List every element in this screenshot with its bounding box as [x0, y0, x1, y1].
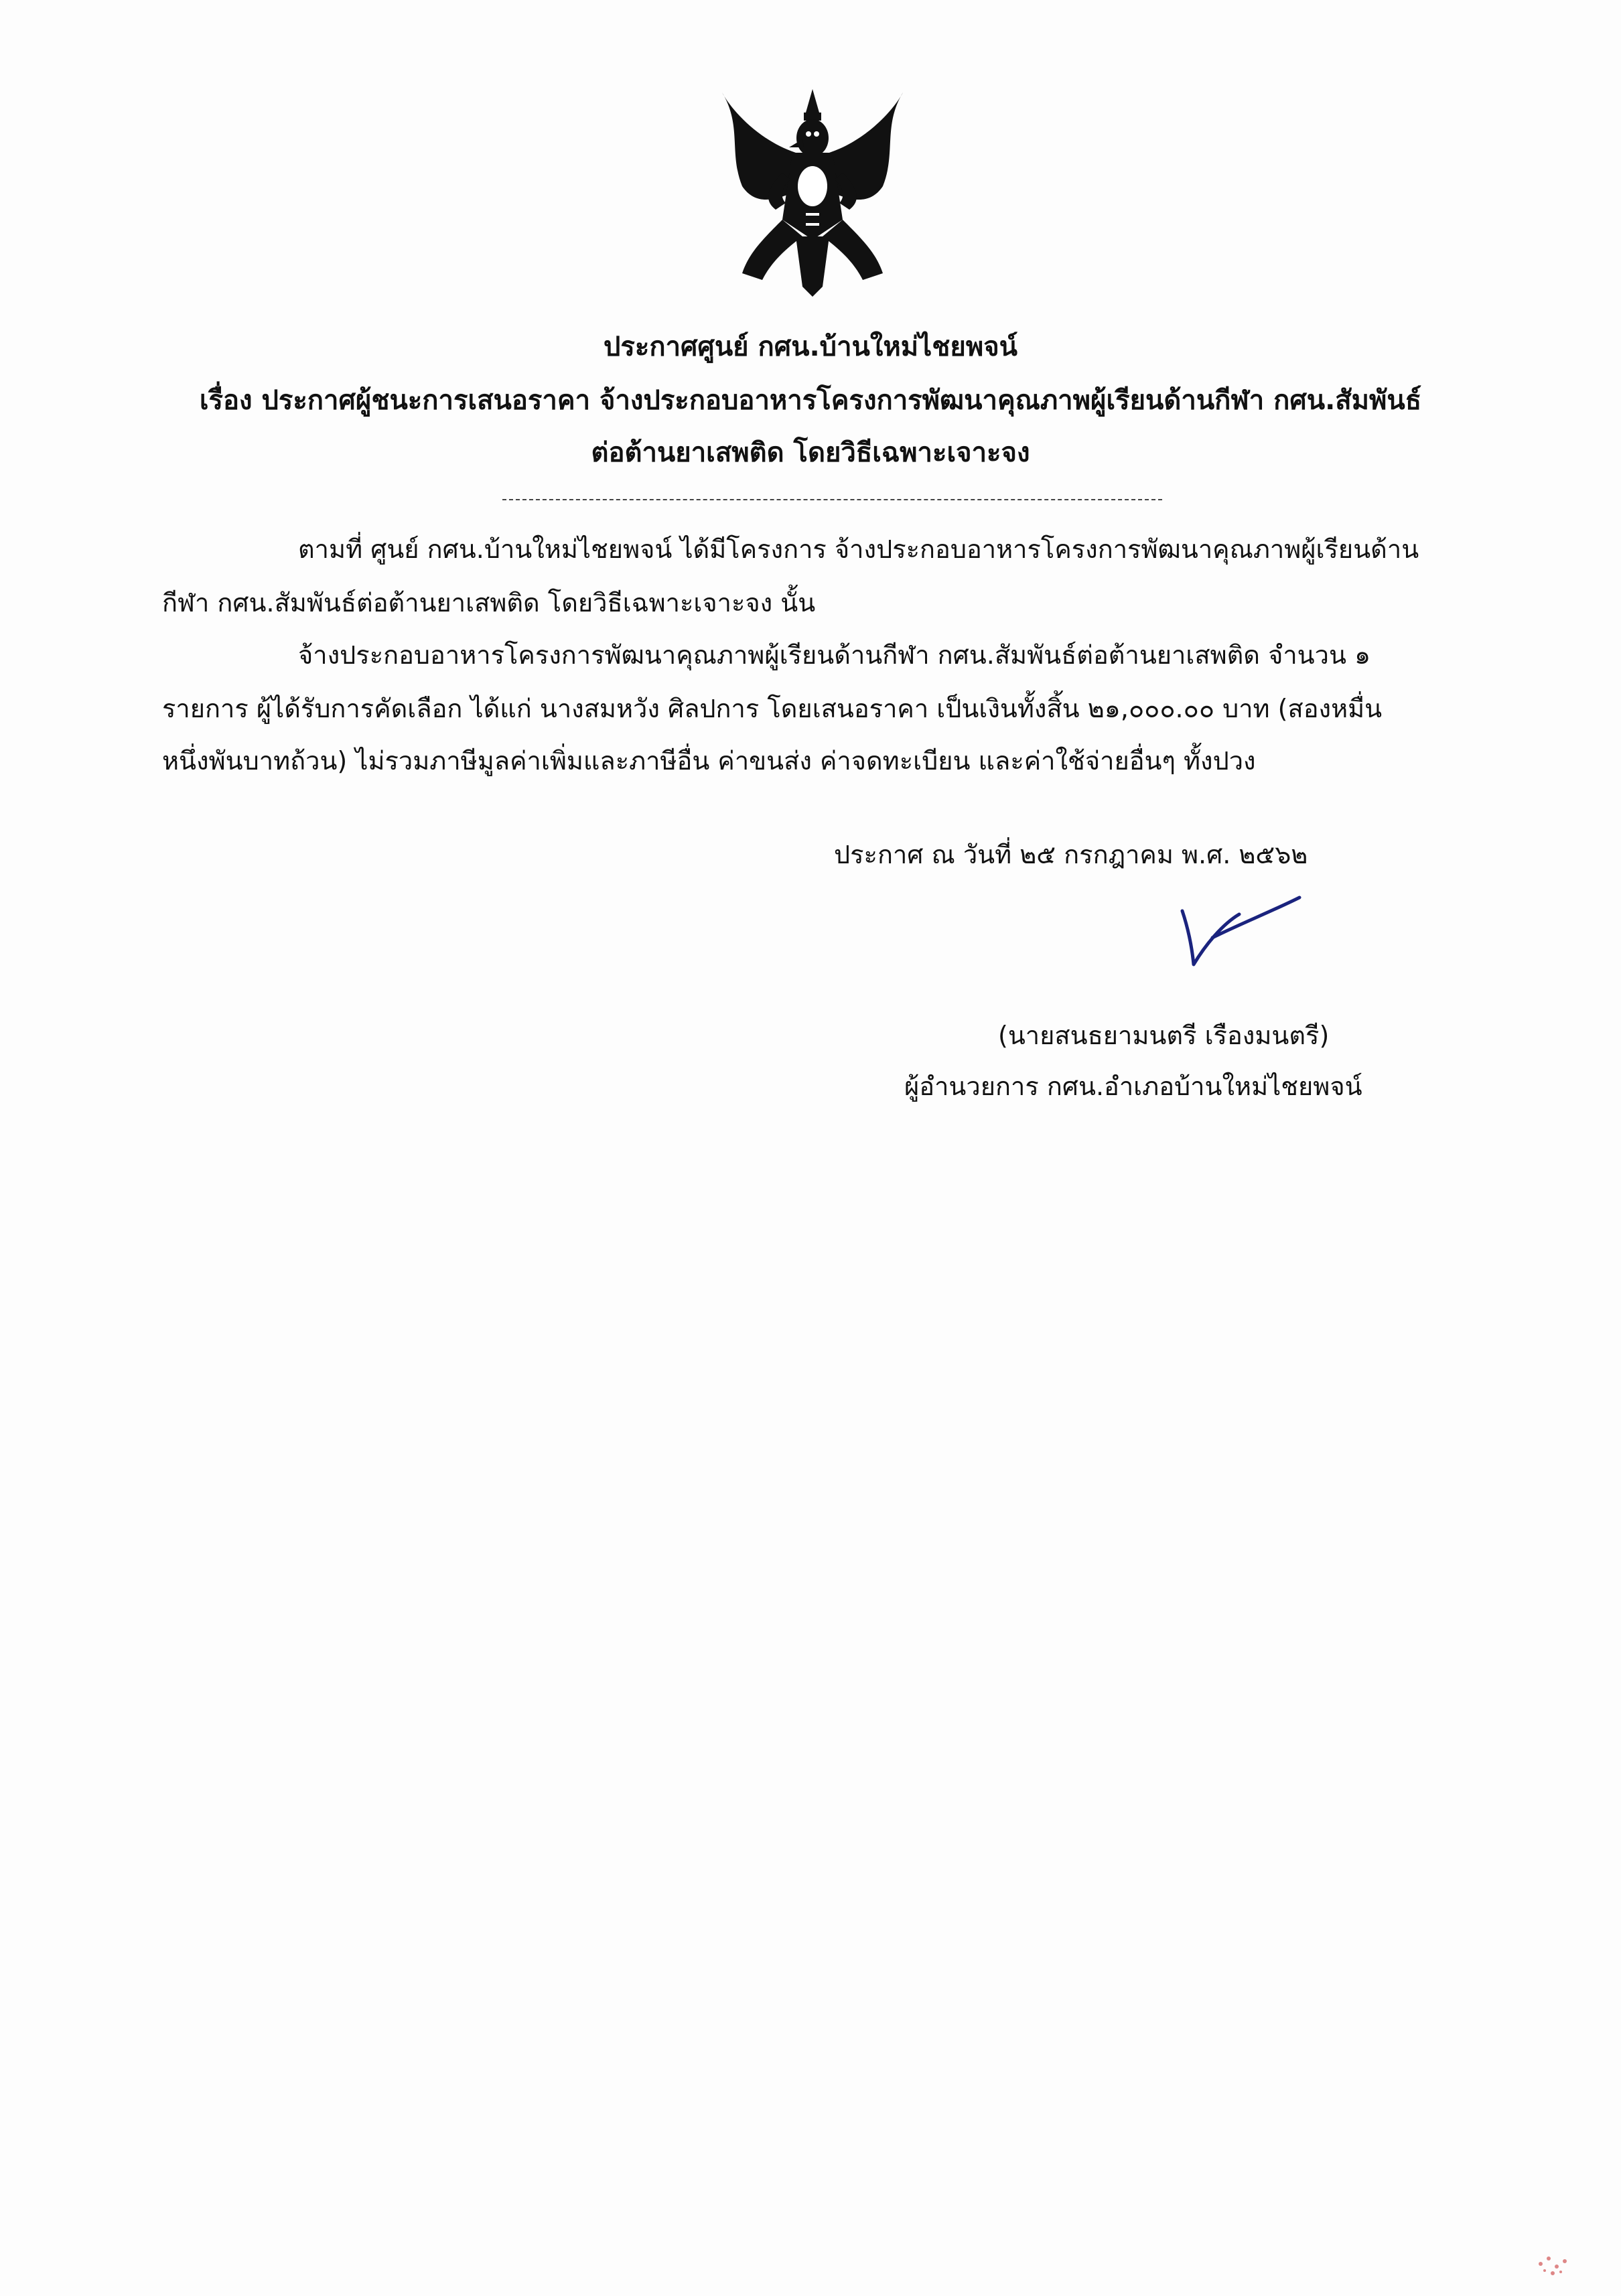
announcement-subject-cont: ต่อต้านยาเสพติด โดยวิธีเฉพาะเจาะจง [591, 437, 1030, 468]
announcement-title: ประกาศศูนย์ กศน.บ้านใหม่ไชยพจน์ [604, 332, 1017, 362]
garuda-emblem-icon [715, 86, 910, 300]
paragraph-1-line-1: ตามที่ ศูนย์ กศน.บ้านใหม่ไชยพจน์ ได้มีโครงการ จ้างประกอบอาหารโครงการพัฒนาคุณภาพผู้เรียนด้าน [298, 534, 1419, 564]
signer-name: (นายสนธยามนตรี เรืองมนตรี) [998, 1021, 1330, 1050]
paragraph-1-line-2: กีฬา กศน.สัมพันธ์ต่อต้านยาเสพติด โดยวิธีเฉพาะเจาะจง นั้น [162, 588, 816, 618]
paragraph-2-line-2: รายการ ผู้ได้รับการคัดเลือก ได้แก่ นางสมหวัง ศิลปการ โดยเสนอราคา เป็นเงินทั้งสิ้น ๒๑,๐๐๐.๐๐ บาท (สองหมื่น [162, 694, 1383, 723]
stamp-mark-icon [1527, 2244, 1581, 2284]
divider-line [502, 499, 1162, 500]
paragraph-2-line-1: จ้างประกอบอาหารโครงการพัฒนาคุณภาพผู้เรียนด้านกีฬา กศน.สัมพันธ์ต่อต้านยาเสพติด จำนวน ๑ [298, 640, 1371, 670]
announcement-subject: เรื่อง ประกาศผู้ชนะการเสนอราคา จ้างประกอบอาหารโครงการพัฒนาคุณภาพผู้เรียนด้านกีฬา กศน.สัมพันธ์ [199, 385, 1422, 416]
signature-icon [1166, 884, 1313, 991]
announce-date: ประกาศ ณ วันที่ ๒๕ กรกฎาคม พ.ศ. ๒๕๖๒ [834, 840, 1308, 869]
paragraph-2-line-3: หนึ่งพันบาทถ้วน) ไม่รวมภาษีมูลค่าเพิ่มและภาษีอื่น ค่าขนส่ง ค่าจดทะเบียน และค่าใช้จ่ายอื่นๆ ทั้งปวง [162, 746, 1256, 776]
signer-title: ผู้อำนวยการ กศน.อำเภอบ้านใหม่ไชยพจน์ [904, 1072, 1362, 1101]
